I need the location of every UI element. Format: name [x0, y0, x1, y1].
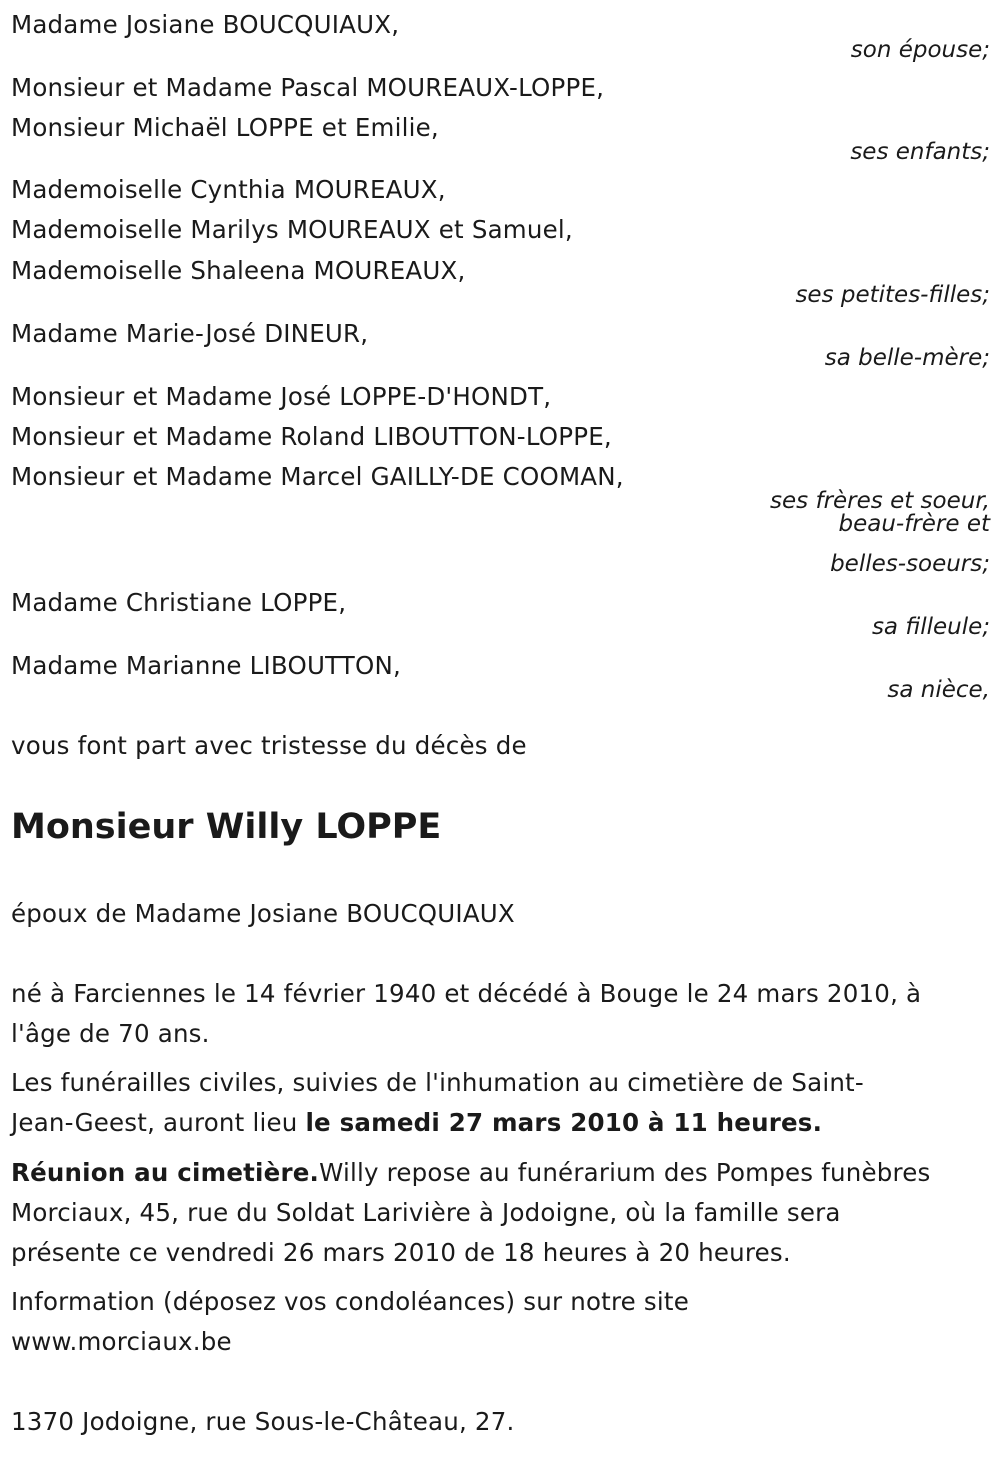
family-member: Mademoiselle Marilys MOUREAUX et Samuel, — [11, 215, 573, 244]
family-member: Monsieur et Madame José LOPPE-D'HONDT, — [11, 382, 552, 411]
website-link[interactable]: www.morciaux.be — [11, 1327, 232, 1356]
relation-label: ses petites-filles; — [795, 282, 990, 308]
funeral-date: Jean-Geest, auront lieu le samedi 27 mars 2010 à 11 heures. — [11, 1108, 823, 1137]
funeral-text: Les funérailles civiles, suivies de l'inhumation au cimetière de Saint- — [11, 1068, 864, 1097]
announcement-text: vous font part avec tristesse du décès de — [11, 731, 527, 760]
family-member: Monsieur Michaël LOPPE et Emilie, — [11, 113, 439, 142]
family-member: Madame Marianne LIBOUTTON, — [11, 651, 401, 680]
relation-label: sa nièce, — [887, 677, 990, 703]
meeting-bold: Réunion au cimetière. — [11, 1158, 320, 1187]
deceased-name: Monsieur Willy LOPPE — [11, 807, 442, 847]
family-member: Monsieur et Madame Roland LIBOUTTON-LOPPE, — [11, 422, 612, 451]
funeral-date-bold: le samedi 27 mars 2010 à 11 heures. — [305, 1108, 823, 1137]
relation-label: son épouse; — [850, 37, 990, 63]
family-member: Madame Christiane LOPPE, — [11, 588, 347, 617]
meeting-text: Réunion au cimetière.Willy repose au funérarium des Pompes funèbres — [11, 1158, 931, 1187]
funerarium-address: Morciaux, 45, rue du Soldat Larivière à Jodoigne, où la famille sera — [11, 1198, 841, 1227]
family-member: Mademoiselle Shaleena MOUREAUX, — [11, 256, 466, 285]
relation-label: belles-soeurs; — [830, 551, 990, 577]
relation-label: sa filleule; — [871, 614, 990, 640]
relation-label: sa belle-mère; — [824, 345, 990, 371]
visitation-time: présente ce vendredi 26 mars 2010 de 18 heures à 20 heures. — [11, 1238, 791, 1267]
family-member: Madame Marie-José DINEUR, — [11, 319, 369, 348]
age-line: l'âge de 70 ans. — [11, 1019, 210, 1048]
family-member: Monsieur et Madame Pascal MOUREAUX-LOPPE, — [11, 73, 605, 102]
relation-label: ses enfants; — [850, 139, 990, 165]
spouse-line: époux de Madame Josiane BOUCQUIAUX — [11, 899, 515, 928]
relation-label: beau-frère et — [838, 511, 990, 537]
birth-death-line: né à Farciennes le 14 février 1940 et décédé à Bouge le 24 mars 2010, à — [11, 979, 922, 1008]
relation-label: ses frères et soeur, — [770, 488, 990, 514]
family-member: Mademoiselle Cynthia MOUREAUX, — [11, 175, 446, 204]
family-member: Monsieur et Madame Marcel GAILLY-DE COOMAN, — [11, 462, 624, 491]
address-line: 1370 Jodoigne, rue Sous-le-Château, 27. — [11, 1407, 515, 1436]
info-text: Information (déposez vos condoléances) sur notre site — [11, 1287, 689, 1316]
family-member: Madame Josiane BOUCQUIAUX, — [11, 10, 400, 39]
